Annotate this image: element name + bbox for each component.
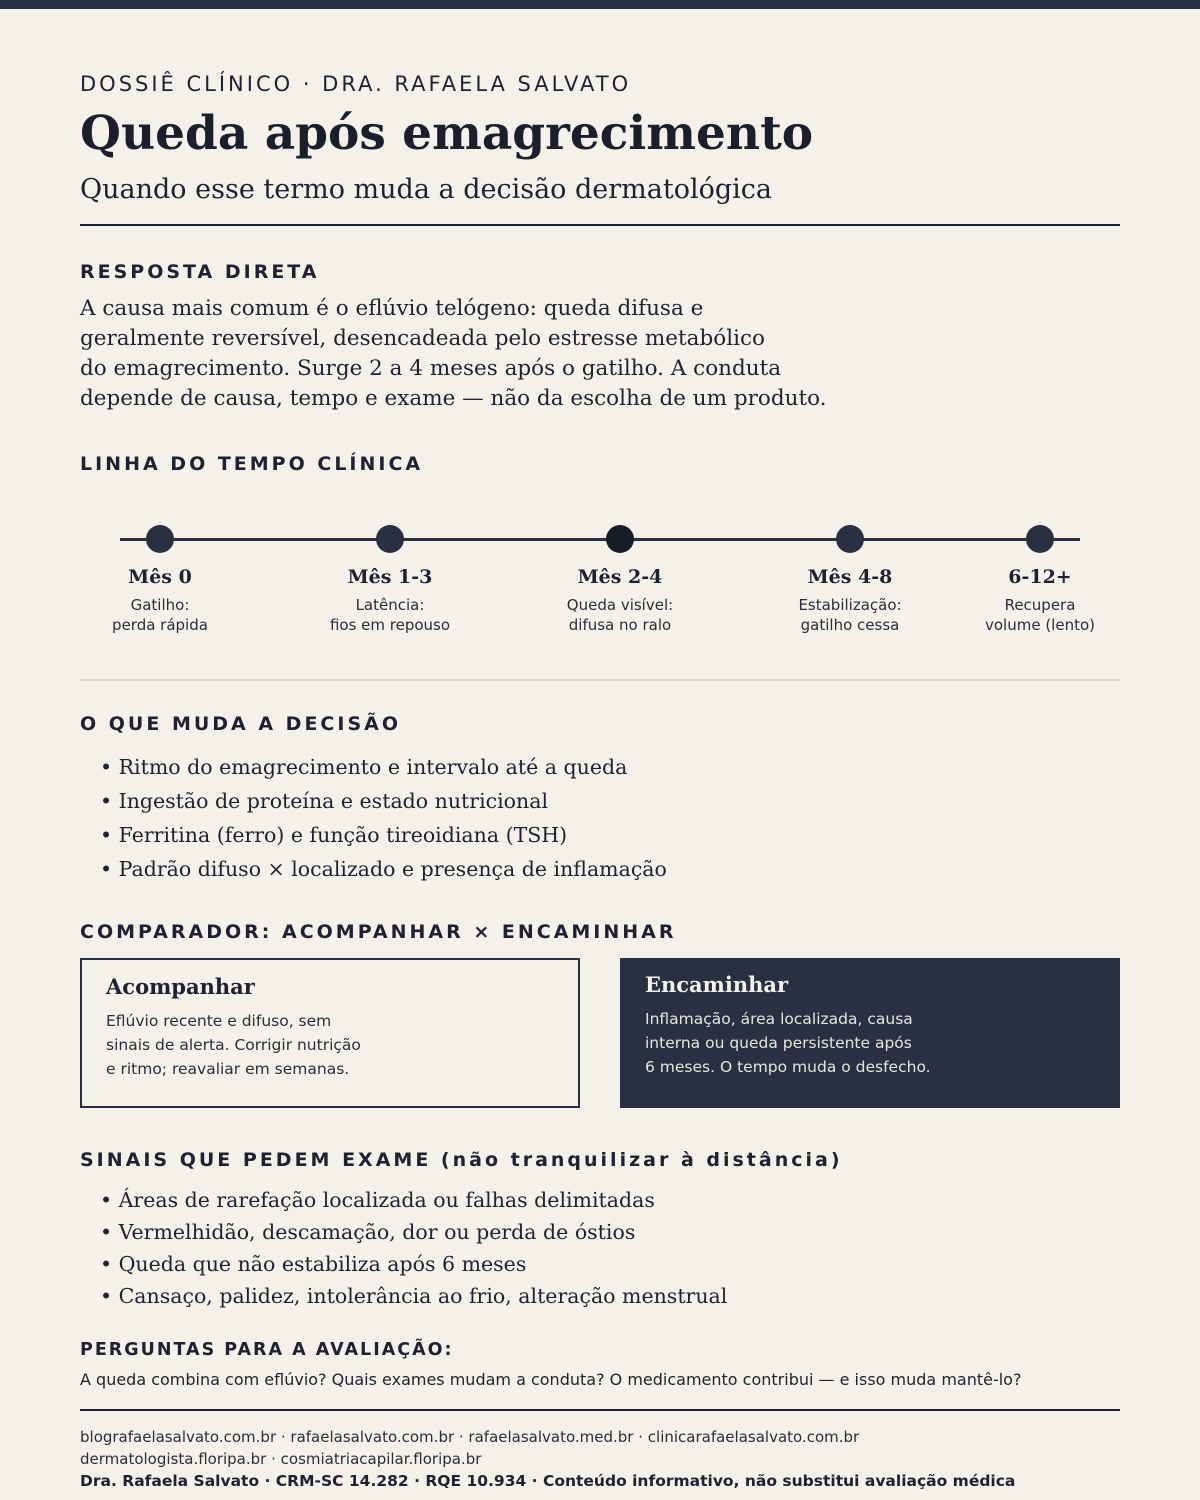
timeline-step-label: Mês 2-4 [577,566,663,588]
card-line: Eflúvio recente e difuso, sem [106,1012,332,1030]
card-line: 6 meses. O tempo muda o desfecho. [645,1058,931,1076]
timeline-desc-line: gatilho cessa [800,616,900,634]
answer-line: A causa mais comum é o eflúvio telógeno: queda difusa e [80,296,704,321]
follow-up-card [80,958,580,1108]
top-accent-bar [0,0,1200,9]
timeline-step-label: Mês 4-8 [807,566,893,588]
timeline-desc-line: Latência: [355,596,425,614]
list-item: • Vermelhidão, descamação, dor ou perda de óstios [100,1216,727,1248]
page-subtitle: Quando esse termo muda a decisão dermatológica [80,174,773,205]
card-line: e ritmo; reavaliar em semanas. [106,1060,350,1078]
list-item: • Cansaço, palidez, intolerância ao frio, alteração menstrual [100,1280,727,1312]
questions-text: A queda combina com eflúvio? Quais exames mudam a conduta? O medicamento contribui — e isso muda mantê-lo? [80,1370,1022,1389]
timeline-step-desc [750,595,950,635]
header-divider [80,224,1120,226]
timeline-step-label: Mês 1-3 [347,566,433,588]
card-line: Inflamação, área localizada, causa [645,1010,913,1028]
section-divider [80,679,1120,681]
timeline-step-desc [290,595,490,635]
timeline-desc-line: perda rápida [112,616,208,634]
signs-heading: SINAIS QUE PEDEM EXAME (não tranquilizar à distância) [80,1149,843,1171]
list-item: • Ferritina (ferro) e função tireoidiana (TSH) [100,818,667,852]
footer-links-line: dermatologista.floripa.br · cosmiatriacapilar.floripa.br [80,1450,482,1468]
decision-list [100,750,667,886]
timeline-desc-line: Recupera [1004,596,1076,614]
clinical-timeline [80,500,1120,650]
decision-heading: O QUE MUDA A DECISÃO [80,713,401,735]
answer-line: do emagrecimento. Surge 2 a 4 meses após o gatilho. A conduta [80,356,782,381]
card-text [645,1007,965,1079]
referral-card [620,958,1120,1108]
timeline-step-desc [60,595,260,635]
signs-list [100,1184,727,1312]
comparator-heading: COMPARADOR: ACOMPANHAR × ENCAMINHAR [80,921,677,943]
timeline-desc-line: volume (lento) [984,616,1095,634]
list-item: • Queda que não estabiliza após 6 meses [100,1248,727,1280]
timeline-step-desc [940,595,1140,635]
timeline-desc-line: fios em repouso [329,616,451,634]
list-item: • Ritmo do emagrecimento e intervalo até a queda [100,750,667,784]
questions-heading: PERGUNTAS PARA A AVALIAÇÃO: [80,1340,454,1360]
list-item: • Áreas de rarefação localizada ou falhas delimitadas [100,1184,727,1216]
timeline-dot [1026,525,1054,553]
timeline-dot [606,525,634,553]
list-item: • Padrão difuso × localizado e presença de inflamação [100,852,667,886]
timeline-desc-line: Queda visível: [566,596,674,614]
card-line: interna ou queda persistente após [645,1034,912,1052]
answer-line: geralmente reversível, desencadeada pelo estresse metabólico [80,326,765,351]
timeline-axis [120,538,1080,541]
list-item: • Ingestão de proteína e estado nutricional [100,784,667,818]
answer-line: depende de causa, tempo e exame — não da escolha de um produto. [80,386,827,411]
footer-links-line: blografaelasalvato.com.br · rafaelasalvato.com.br · rafaelasalvato.med.br · clinicarafaelasalvato.com.br [80,1428,860,1446]
timeline-dot [146,525,174,553]
timeline-heading: LINHA DO TEMPO CLÍNICA [80,453,424,475]
page-title: Queda após emagrecimento [80,106,814,161]
timeline-dot [376,525,404,553]
timeline-dot [836,525,864,553]
card-title: Encaminhar [645,972,789,997]
answer-heading: RESPOSTA DIRETA [80,261,320,283]
footer-divider [80,1409,1120,1411]
card-line: sinais de alerta. Corrigir nutrição [106,1036,361,1054]
eyebrow-label: DOSSIÊ CLÍNICO · DRA. RAFAELA SALVATO [80,72,632,96]
timeline-desc-line: difusa no ralo [568,616,672,634]
timeline-step-label: 6-12+ [1008,566,1072,588]
timeline-desc-line: Gatilho: [130,596,190,614]
answer-paragraph [80,294,880,414]
footer-credit: Dra. Rafaela Salvato · CRM-SC 14.282 · RQE 10.934 · Conteúdo informativo, não substitui avaliação médica [80,1472,1016,1490]
timeline-desc-line: Estabilização: [798,596,902,614]
timeline-step-desc [520,595,720,635]
timeline-step-label: Mês 0 [128,566,192,588]
card-title: Acompanhar [106,974,255,999]
footer-links [80,1426,859,1470]
card-text [106,1009,436,1081]
